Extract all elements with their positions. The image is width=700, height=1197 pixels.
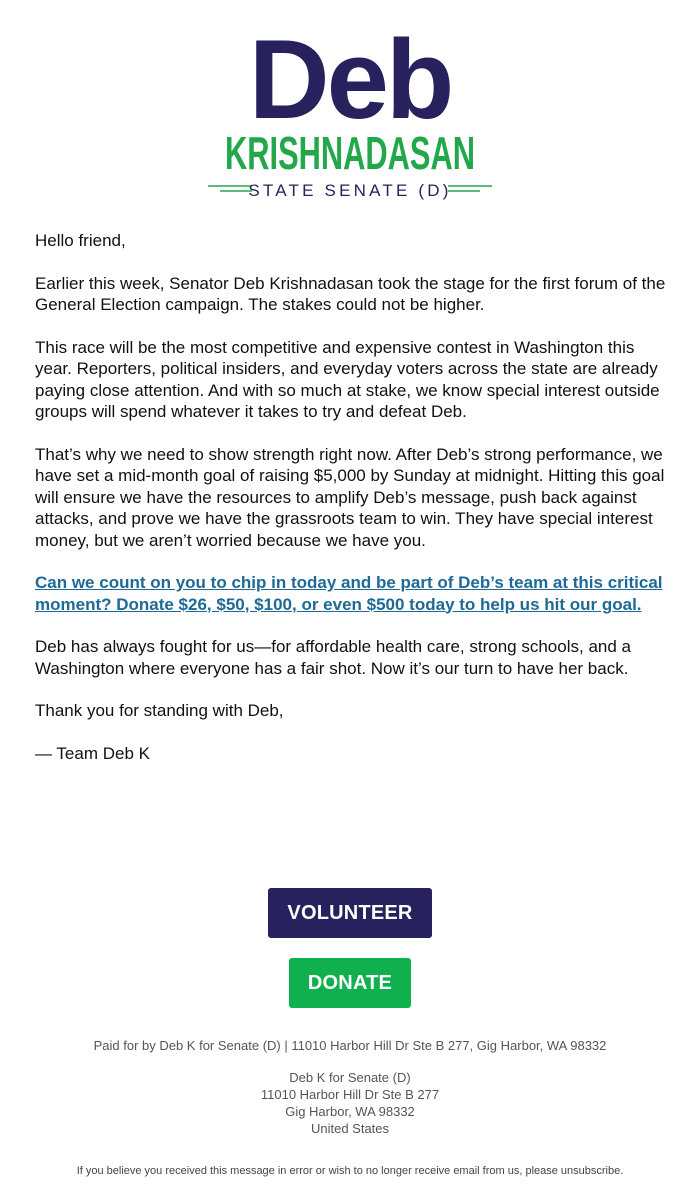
donate-button[interactable]: DONATE — [289, 958, 411, 1008]
volunteer-button[interactable]: VOLUNTEER — [268, 888, 432, 938]
mailing-address — [0, 1069, 700, 1137]
paragraph-4: Deb has always fought for us—for affordable health care, strong schools, and a Washington where everyone has a fair shot. Now it’s our turn to have her back. — [35, 637, 631, 678]
greeting: Hello friend, — [35, 231, 126, 250]
signature: — Team Deb K — [35, 743, 150, 763]
cta-paragraph — [35, 572, 667, 615]
address-line: United States — [310, 1121, 390, 1136]
paragraph-1: Earlier this week, Senator Deb Krishnadasan took the stage for the first forum of the General Election campaign. The stakes could not be higher. — [35, 273, 666, 314]
address-line: Gig Harbor, WA 98332 — [285, 1104, 415, 1119]
address-line: 11010 Harbor Hill Dr Ste B 277 — [260, 1087, 440, 1102]
donate-cta-link[interactable]: Can we count on you to chip in today and be part of Deb’s team at this critical moment? Donate $26, $50, $100, or even $500 today to help us hit our goal. — [35, 573, 663, 614]
campaign-logo — [0, 26, 700, 202]
address-line: Deb K for Senate (D) — [289, 1070, 411, 1085]
paragraph-2: This race will be the most competitive and expensive contest in Washington this year. Reporters, political insiders, and everyday voters across the state are already paying close attention. And with so much at stake, we know special interest outside groups will spend whatever it takes to try and defeat Deb. — [35, 337, 660, 421]
paragraph-3: That’s why we need to show strength right now. After Deb’s strong performance, we have set a mid-month goal of raising $5,000 by Sunday at midnight. Hitting this goal will ensure we have the resources to amplify Deb’s message, push back against attacks, and prove we have the grassroots team to win. They have special interest money, but we aren’t worried because we have you. — [35, 444, 665, 550]
unsubscribe-notice[interactable]: If you believe you received this message in error or wish to no longer receive email from us, please unsubscribe. — [76, 1165, 624, 1177]
logo-subtitle: STATE SENATE (D) — [248, 181, 452, 200]
email-body — [35, 230, 667, 785]
closing: Thank you for standing with Deb, — [35, 701, 284, 720]
logo-first-name: Deb — [248, 26, 452, 142]
paid-for-disclaimer: Paid for by Deb K for Senate (D) | 11010 Harbor Hill Dr Ste B 277, Gig Harbor, WA 98332 — [93, 1038, 607, 1053]
logo-last-name: KRISHNADASAN — [225, 127, 475, 179]
